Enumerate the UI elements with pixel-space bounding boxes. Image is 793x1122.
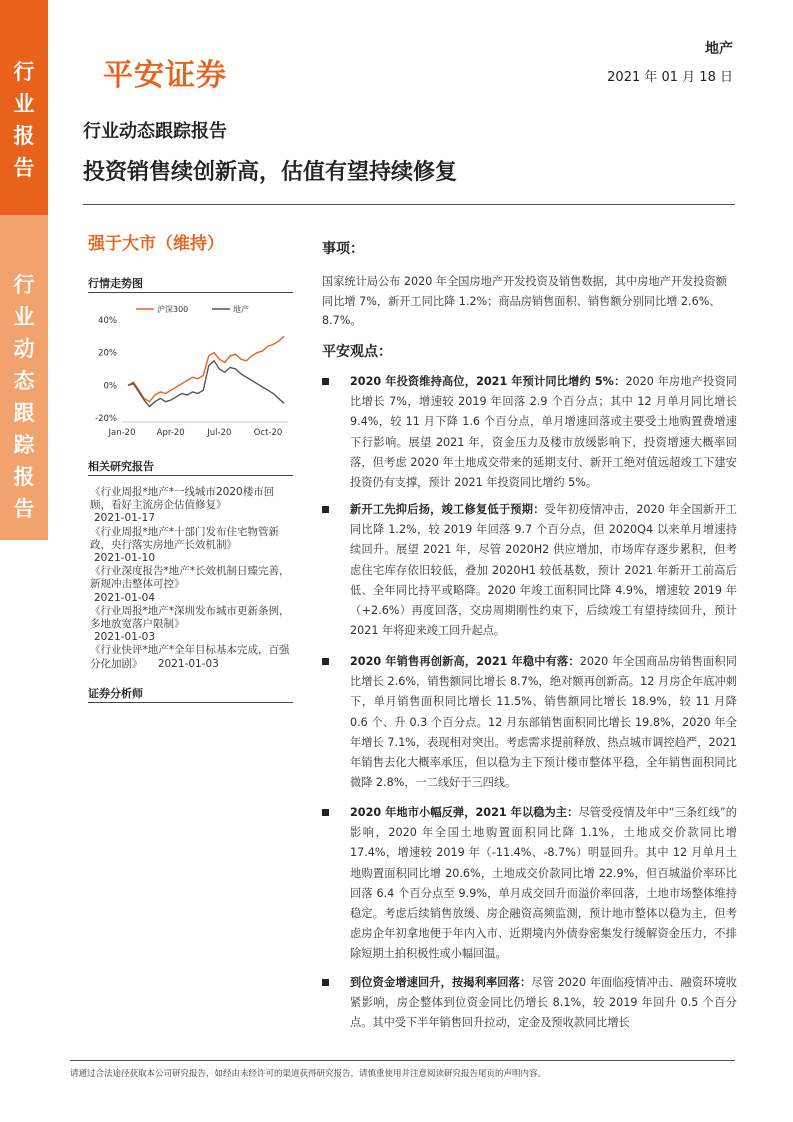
y-tick-label: 0% <box>103 381 117 392</box>
report-title: 投资销售续创新高，估值有望持续修复 <box>83 160 458 185</box>
analyst-heading: 证券分析师 <box>88 687 143 700</box>
bullet-square-icon <box>322 506 329 513</box>
chart-legend <box>136 304 249 314</box>
footer-disclaimer: 请通过合法途径获取本公司研究报告，如经由未经许可的渠道获得研究报告，请慎重使用并注意阅读研究报告尾页的声明内容。 <box>70 1069 547 1079</box>
chart-series <box>128 336 284 406</box>
report-date: 2021 年 01 月 18 日 <box>607 70 733 85</box>
side-tab-report <box>0 0 48 215</box>
view-bullet-land: 2020 年地市小幅反弹，2021 年以稳为主：尽管受疫情及年中“三条红线”的影响，2020 年全国土地购置面积同比降 1.1%，土地成交价款同比增 17.4%，增速较 2019 年（-11.4%、-8.7%）明显回升。其中 12 月单月土地购置面积同比增 20.6%，土地成交价款同比增 22.9%，但百城溢价率环比回落 6.4 个百分点至 9.9%，单月成交回升而溢价率回落，土地市场整体维持稳定。考虑后续销售放缓、房企融资高频监测，预计地市整体以稳为主，但考虑房企年初拿地便于年内入市、近期境内外债券密集发行缓解资金压力，不排除短期土拍积极性或小幅回温。 <box>322 803 737 965</box>
y-tick-label: -20% <box>95 414 117 424</box>
related-report-item[interactable]: 《行业快评*地产*全年目标基本完成，百强分化加剧》 2021-01-03 <box>90 644 290 670</box>
view-bullet-sales: 2020 年销售再创新高，2021 年稳中有落：2020 年全国商品房销售面积同比增长 2.6%，销售额同比增长 8.7%，绝对额再创新高。12 月房企年底冲刺下，单月销售面积同比增长 11.5%、销售额同比增长 18.9%，较 11 月降 0.6 个、升 0.3 个百分点。12 月东部销售面积同比增长 19.8%，2020 年全年增长 7.1%，表现相对突出。考虑需求提前释放、热点城市调控趋严，2021 年销售去化大概率承压，但以稳为主下预计楼市整体平稳，全年销售面积同比微降 2.8%，一二线好于三四线。 <box>322 652 737 793</box>
y-tick-label: 40% <box>98 316 117 326</box>
view-bullet-funding: 到位资金增速回升，按揭利率回落：尽管 2020 年面临疫情冲击、融资环境收紧影响，房企整体到位资金同比仍增长 8.1%，较 2019 年回升 0.5 个百分点。其中受下半年销售回升拉动，定金及预收款同比增长 <box>322 973 737 1034</box>
events-heading: 事项： <box>322 241 364 257</box>
bullet-square-icon <box>322 378 329 385</box>
x-tick-label: Oct-20 <box>253 428 283 438</box>
x-tick-label: Jan-20 <box>108 428 136 438</box>
x-tick-label: Jul-20 <box>207 428 232 438</box>
bullet-square-icon <box>322 809 329 816</box>
y-tick-label: 20% <box>98 348 117 359</box>
view-bullet-investment: 2020 年投资维持高位，2021 年预计同比增约 5%：2020 年房地产投资同比增长 7%，增速较 2019 年回落 2.9 个百分点；其中 12 月单月同比增长 9.4%，较 11 月下降 1.6 个百分点，单月增速回落或主要受土地购置费增速下行影响。展望 2021 年，资金压力及楼市放缓影响下，投资增速大概率回落，但考虑 2020 年土地成交带来的延期支付、新开工绝对值远超竣工下建安投资仍有支撑，预计 2021 年投资同比增约 5%。 <box>322 372 737 493</box>
legend-label-hs300: 沪深300 <box>157 305 189 314</box>
analyst-heading-rule <box>88 702 293 703</box>
side-tab-report-type-label: 行 业 动 态 跟 踪 报 告 <box>13 273 35 521</box>
related-heading-rule <box>88 475 293 476</box>
company-logo: 平安证券 <box>103 58 227 93</box>
title-divider <box>83 204 735 205</box>
view-bullet-construction: 新开工先抑后扬，竣工修复低于预期：受年初疫情冲击，2020 年全国新开工同比降 1.2%，较 2019 年回落 9.7 个百分点，但 2020Q4 以来单月增速持续回升。展望 2021 年，尽管 2020H2 供应增加，市场库存逐步累积，但考虑住宅库存依旧较低，叠加 2020H1 较低基数，预计 2021 年新开工前高后低、全年同比持平或略降。2020 年竣工面积同比降 4.9%，增速较 2019 年（+2.6%）再度回落，交房周期刚性约束下，后续竣工有望持续回升，预计 2021 年将迎来竣工回升起点。 <box>322 500 737 641</box>
report-type: 行业动态跟踪报告 <box>83 121 227 142</box>
bullet-square-icon <box>322 979 329 986</box>
footer-divider <box>70 1060 735 1061</box>
trend-chart <box>88 298 293 443</box>
side-tab-report-type <box>0 215 48 540</box>
x-tick-label: Apr-20 <box>156 428 185 438</box>
side-tab-report-label: 行 业 报 告 <box>13 60 35 180</box>
chart-y-axis <box>95 316 117 424</box>
series-line-hs300 <box>128 336 284 401</box>
chart-heading-rule <box>88 292 293 293</box>
sector-label: 地产 <box>705 41 733 57</box>
rating-badge: 强于大市（维持） <box>88 234 224 254</box>
view-heading: 平安观点： <box>322 344 392 360</box>
related-report-item[interactable]: 《行业周报*地产*十部门发布住宅物管新政，央行落实房地产长效机制》 2021-01-10 <box>90 525 279 565</box>
legend-label-property: 地产 <box>233 305 249 314</box>
bullet-square-icon <box>322 658 329 665</box>
events-text: 国家统计局公布 2020 年全国房地产开发投资及销售数据，其中房地产开发投资额同比增 7%，新开工同比降 1.2%；商品房销售面积、销售额分别同比增 2.6%、8.7%。 <box>322 275 727 328</box>
related-report-item[interactable]: 《行业深度报告*地产*长效机制日臻完善，新规冲击整体可控》 2021-01-04 <box>90 565 290 604</box>
chart-x-axis <box>108 422 289 438</box>
related-heading: 相关研究报告 <box>88 460 154 473</box>
related-report-item[interactable]: 《行业周报*地产*一线城市2020楼市回顾，看好主流房企估值修复》 2021-01-17 <box>90 486 275 525</box>
related-reports-list <box>90 486 290 671</box>
related-report-item[interactable]: 《行业周报*地产*深圳发布城市更新条例，多地放宽落户限制》 2021-01-03 <box>90 604 290 644</box>
chart-heading: 行情走势图 <box>88 277 143 290</box>
